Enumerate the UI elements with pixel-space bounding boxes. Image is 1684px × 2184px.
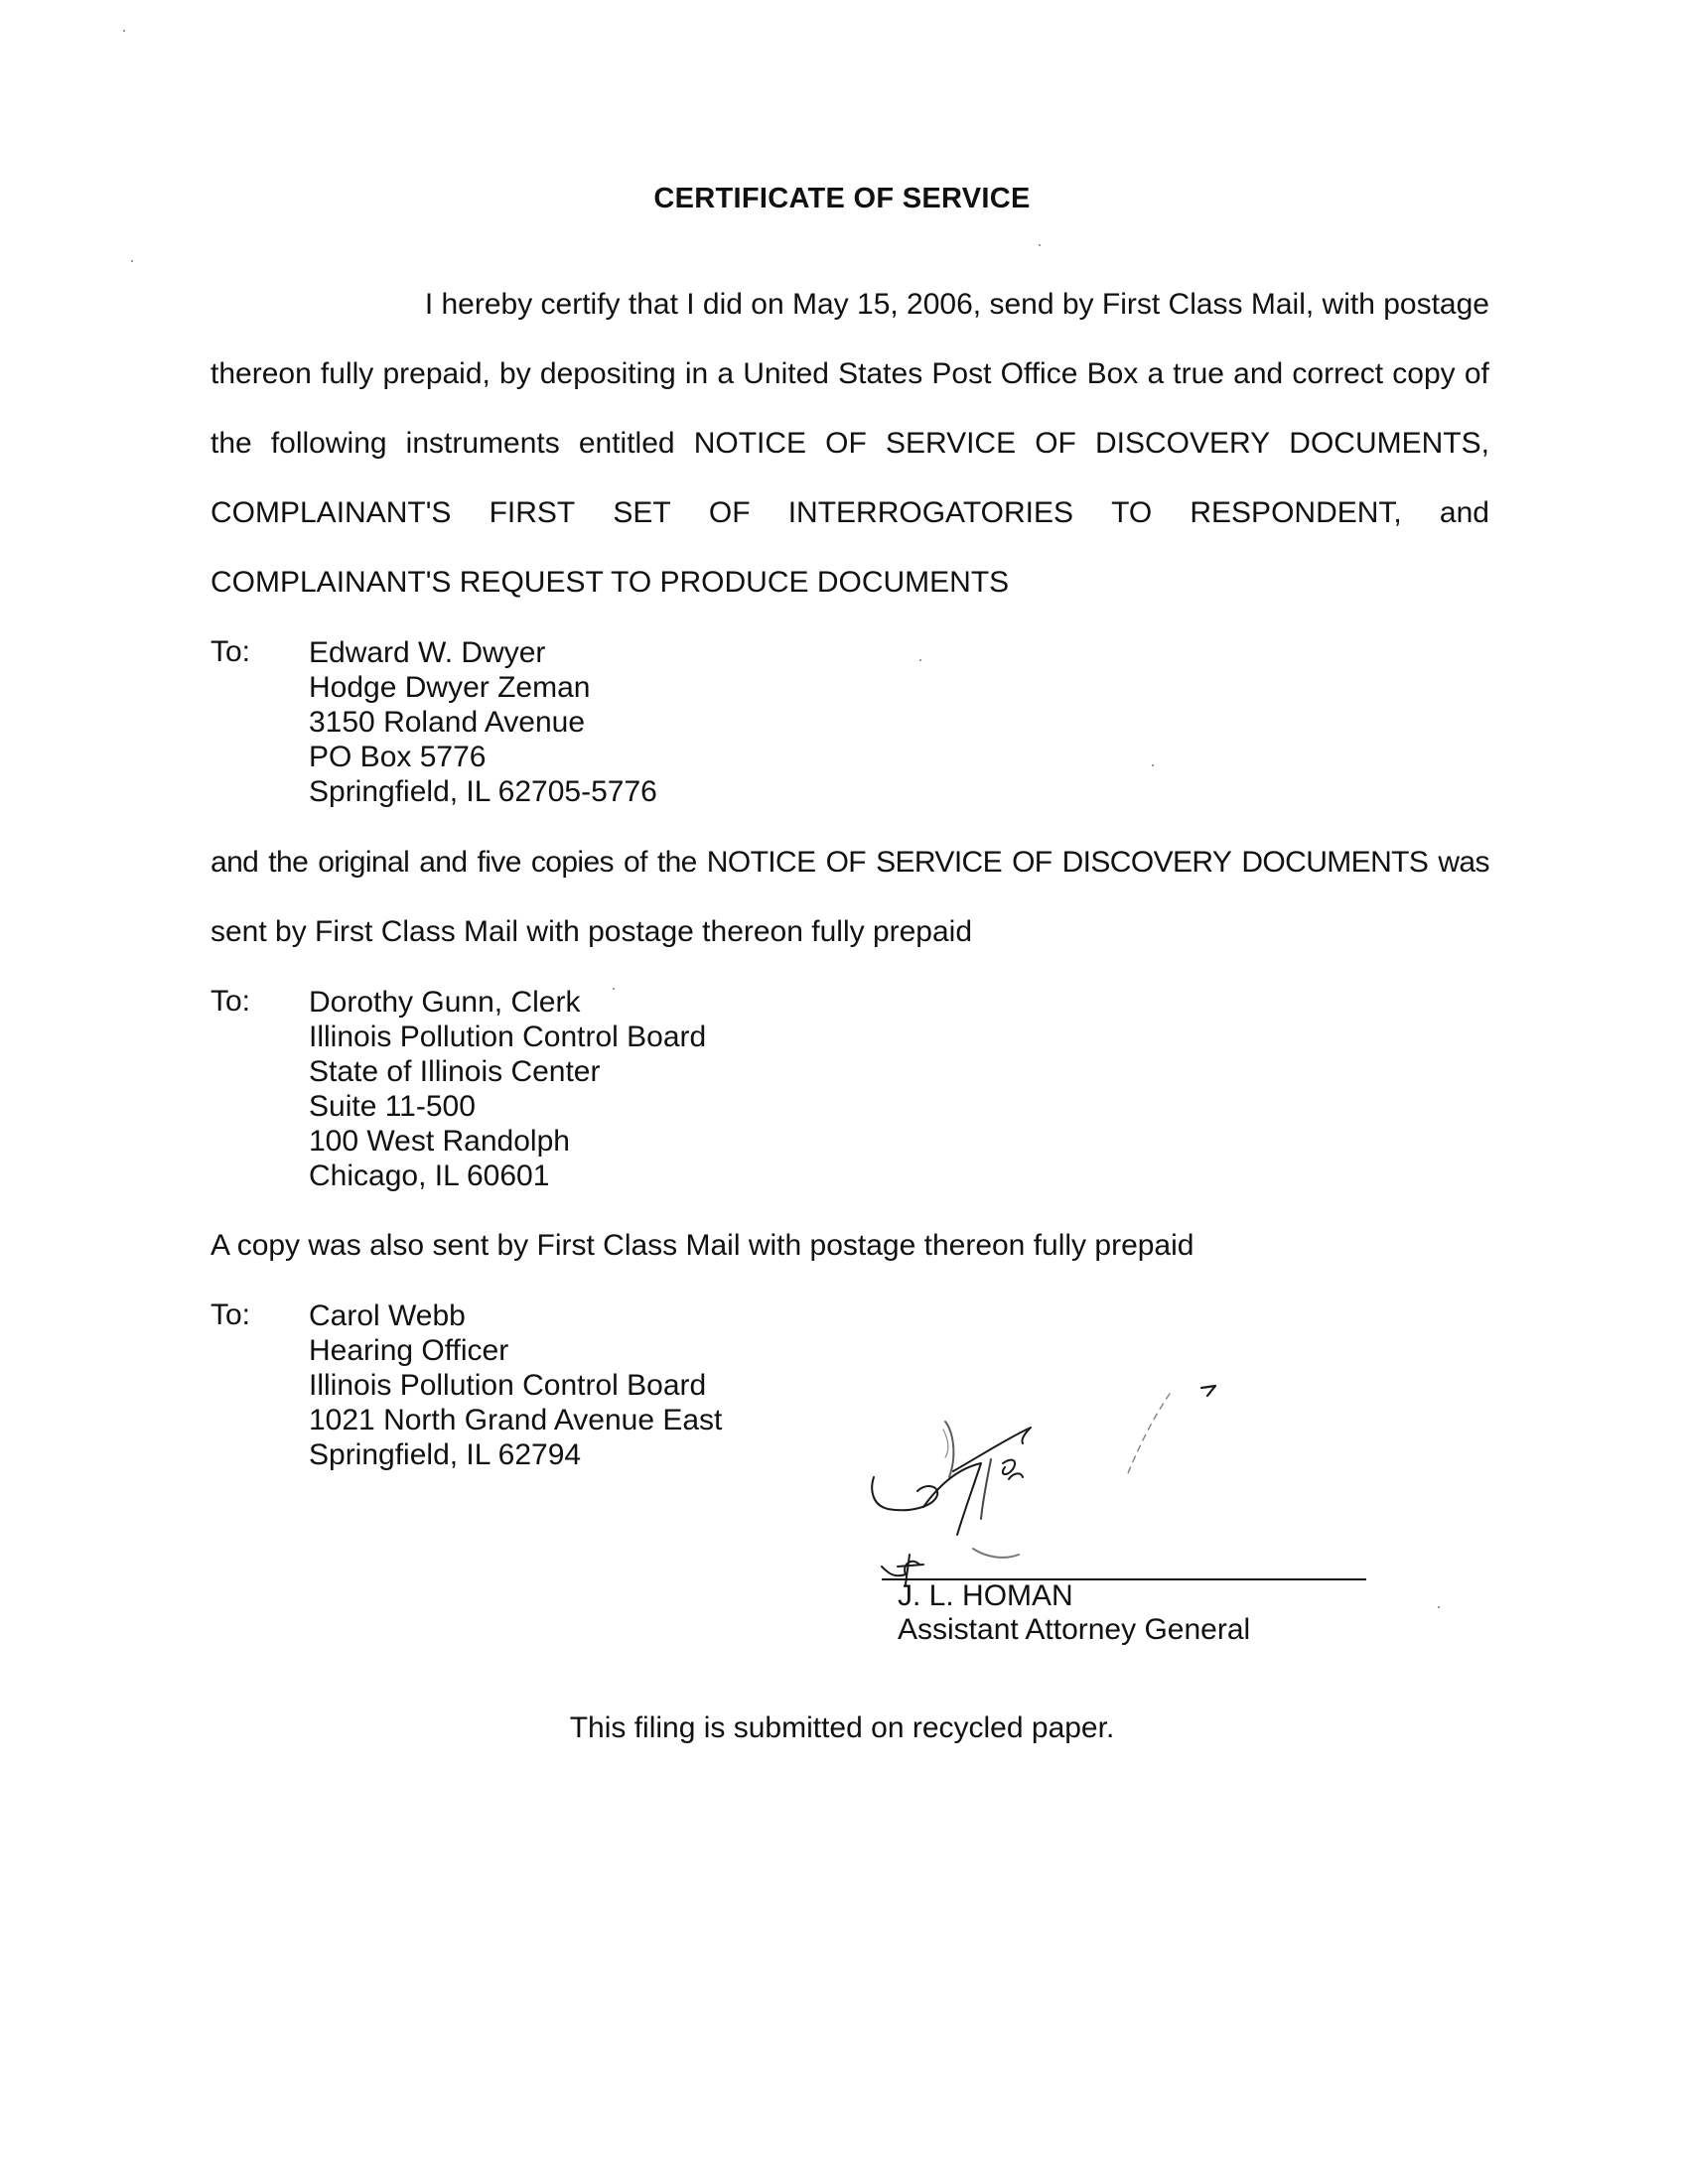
recipient-2-line: Illinois Pollution Control Board — [309, 1021, 707, 1053]
recipient-3-line: Illinois Pollution Control Board — [309, 1369, 707, 1402]
word: United — [743, 357, 829, 390]
word: INTERROGATORIES — [787, 496, 1073, 529]
word: COMPLAINANT'S — [210, 496, 452, 529]
scan-speck — [1039, 244, 1041, 246]
mid-paragraph-line-1 — [210, 846, 1489, 880]
word: copy — [1392, 357, 1456, 390]
word: Post — [931, 357, 992, 390]
recipient-1-address — [309, 635, 657, 809]
word: correct — [1292, 357, 1384, 390]
recipient-3-line: Springfield, IL 62794 — [309, 1438, 582, 1471]
recipient-1-line: Hodge Dwyer Zeman — [309, 671, 591, 704]
recipient-2-line: State of Illinois Center — [309, 1055, 601, 1088]
scan-speck — [1438, 1606, 1440, 1608]
recipient-1-line: Edward W. Dwyer — [309, 636, 546, 669]
scan-speck — [1152, 764, 1154, 766]
body-line-3 — [210, 427, 1489, 461]
word: the — [268, 846, 309, 879]
word: thereon — [210, 357, 312, 390]
recipient-3-line: Carol Webb — [309, 1299, 466, 1332]
word: the — [210, 427, 252, 460]
mid-paragraph-line-2: sent by First Class Mail with postage thereon fully prepaid — [210, 915, 973, 948]
recycled-paper-note: This filing is submitted on recycled paper. — [569, 1711, 1115, 1744]
recipient-2-to-label: To: — [210, 985, 251, 1018]
word: DOCUMENTS, — [1289, 427, 1489, 460]
body-line-5: COMPLAINANT'S REQUEST TO PRODUCE DOCUMENTS — [210, 566, 1010, 599]
recipient-3-line: Hearing Officer — [309, 1334, 509, 1367]
recipient-2-address — [309, 985, 706, 1193]
recipient-1-line: 3150 Roland Avenue — [309, 706, 586, 739]
recipient-1-line: Springfield, IL 62705-5776 — [309, 775, 657, 808]
handwritten-signature — [854, 1360, 1231, 1598]
recipient-1-line: PO Box 5776 — [309, 741, 487, 773]
word: OF — [1035, 427, 1076, 460]
word: TO — [1111, 496, 1153, 529]
word: States — [838, 357, 923, 390]
recipient-2-line: 100 West Randolph — [309, 1125, 570, 1158]
word: DISCOVERY — [1061, 846, 1232, 879]
word: NOTICE — [693, 427, 807, 460]
body-line-2 — [210, 357, 1489, 391]
word: SET — [613, 496, 671, 529]
word: and — [419, 846, 468, 879]
recipient-3-to-label: To: — [210, 1298, 251, 1331]
word: by — [499, 357, 531, 390]
signer-title: Assistant Attorney General — [898, 1613, 1251, 1646]
word: was — [1438, 846, 1489, 879]
recipient-2-line: Suite 11-500 — [309, 1090, 476, 1123]
word: Office — [1000, 357, 1078, 390]
document-title: CERTIFICATE OF SERVICE — [653, 183, 1031, 214]
recipient-3-address — [309, 1298, 722, 1472]
word: entitled — [578, 427, 675, 460]
word: instruments — [405, 427, 560, 460]
word: OF — [1012, 846, 1052, 879]
word: and — [1233, 357, 1284, 390]
scan-speck — [123, 30, 125, 32]
word: a — [717, 357, 735, 390]
recipient-1-to-label: To: — [210, 635, 251, 668]
word: of — [623, 846, 647, 879]
word: OF — [708, 496, 751, 529]
word: and — [210, 846, 259, 879]
scan-speck — [919, 659, 921, 661]
word: Box — [1086, 357, 1139, 390]
word: true — [1173, 357, 1224, 390]
word: fully — [320, 357, 374, 390]
word: OF — [825, 846, 867, 879]
word: copies — [530, 846, 614, 879]
recipient-2-line: Chicago, IL 60601 — [309, 1160, 550, 1192]
word: RESPONDENT, — [1190, 496, 1402, 529]
recipient-2-line: Dorothy Gunn, Clerk — [309, 986, 581, 1019]
word: a — [1147, 357, 1165, 390]
word: following — [270, 427, 387, 460]
body-line-1: I hereby certify that I did on May 15, 2006, send by First Class Mail, with postage — [424, 288, 1489, 321]
word: DOCUMENTS — [1241, 846, 1429, 879]
word: the — [656, 846, 697, 879]
word: in — [684, 357, 709, 390]
word: original — [318, 846, 410, 879]
word: and — [1439, 496, 1489, 529]
word: SERVICE — [885, 427, 1017, 460]
word: OF — [825, 427, 867, 460]
recipient-3-line: 1021 North Grand Avenue East — [309, 1404, 723, 1436]
word: DISCOVERY — [1095, 427, 1271, 460]
word: five — [477, 846, 521, 879]
copy-paragraph: A copy was also sent by First Class Mail with postage thereon fully prepaid — [210, 1229, 1194, 1262]
word: SERVICE — [876, 846, 1003, 879]
word: FIRST — [489, 496, 576, 529]
scan-speck — [131, 260, 133, 262]
scan-speck — [613, 988, 615, 990]
body-line-4 — [210, 496, 1489, 530]
word: prepaid, — [382, 357, 491, 390]
word: of — [1464, 357, 1489, 390]
word: depositing — [539, 357, 676, 390]
signer-name: J. L. HOMAN — [898, 1579, 1073, 1612]
word: NOTICE — [706, 846, 816, 879]
